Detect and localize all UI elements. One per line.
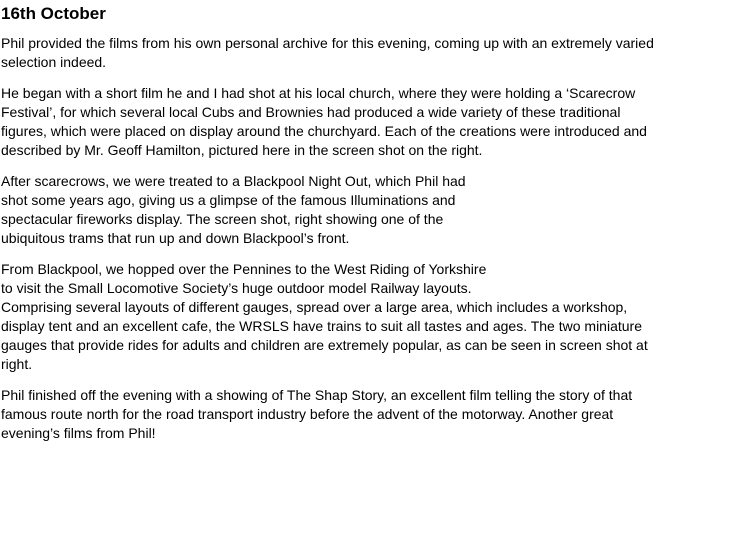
paragraph-intro — [1, 34, 726, 72]
paragraph-line: gauges that provide rides for adults and children are extremely popular, as can be seen in screen shot at — [1, 337, 648, 353]
paragraph-line: ubiquitous trams that run up and down Blackpool’s front. — [1, 230, 350, 246]
page-title: 16th October — [1, 4, 106, 23]
paragraph-line: selection indeed. — [1, 54, 107, 70]
paragraph-railway — [1, 260, 726, 374]
paragraph-shap-story — [1, 386, 726, 443]
paragraph-line: described by Mr. Geoff Hamilton, pictured here in the screen shot on the right. — [1, 142, 483, 158]
paragraph-line: display tent and an excellent cafe, the WRSLS have trains to suit all tastes and ages. The two miniature — [1, 318, 642, 334]
paragraph-line: evening’s films from Phil! — [1, 425, 156, 441]
paragraph-line: He began with a short film he and I had shot at his local church, where they were holding a ‘Scarecrow — [1, 85, 636, 101]
paragraph-line: From Blackpool, we hopped over the Pennines to the West Riding of Yorkshire — [1, 261, 487, 277]
paragraph-line: Comprising several layouts of different gauges, spread over a large area, which includes a workshop, — [1, 299, 628, 315]
paragraph-blackpool — [1, 172, 726, 248]
paragraph-line: shot some years ago, giving us a glimpse of the famous Illuminations and — [1, 192, 456, 208]
paragraph-line: After scarecrows, we were treated to a Blackpool Night Out, which Phil had — [1, 173, 466, 189]
paragraph-line: Phil finished off the evening with a showing of The Shap Story, an excellent film telling the story of that — [1, 387, 633, 403]
paragraph-line: famous route north for the road transport industry before the advent of the motorway. Another great — [1, 406, 614, 422]
paragraph-scarecrow — [1, 84, 726, 160]
paragraph-line: Festival’, for which several local Cubs and Brownies had produced a wide variety of these traditional — [1, 104, 621, 120]
paragraph-line: spectacular fireworks display. The screen shot, right showing one of the — [1, 211, 444, 227]
paragraph-line: right. — [1, 356, 33, 372]
paragraph-line: figures, which were placed on display around the churchyard. Each of the creations were introduced and — [1, 123, 647, 139]
paragraph-line: to visit the Small Locomotive Society’s huge outdoor model Railway layouts. — [1, 280, 472, 296]
paragraph-line: Phil provided the films from his own personal archive for this evening, coming up with an extremely varied — [1, 35, 654, 51]
